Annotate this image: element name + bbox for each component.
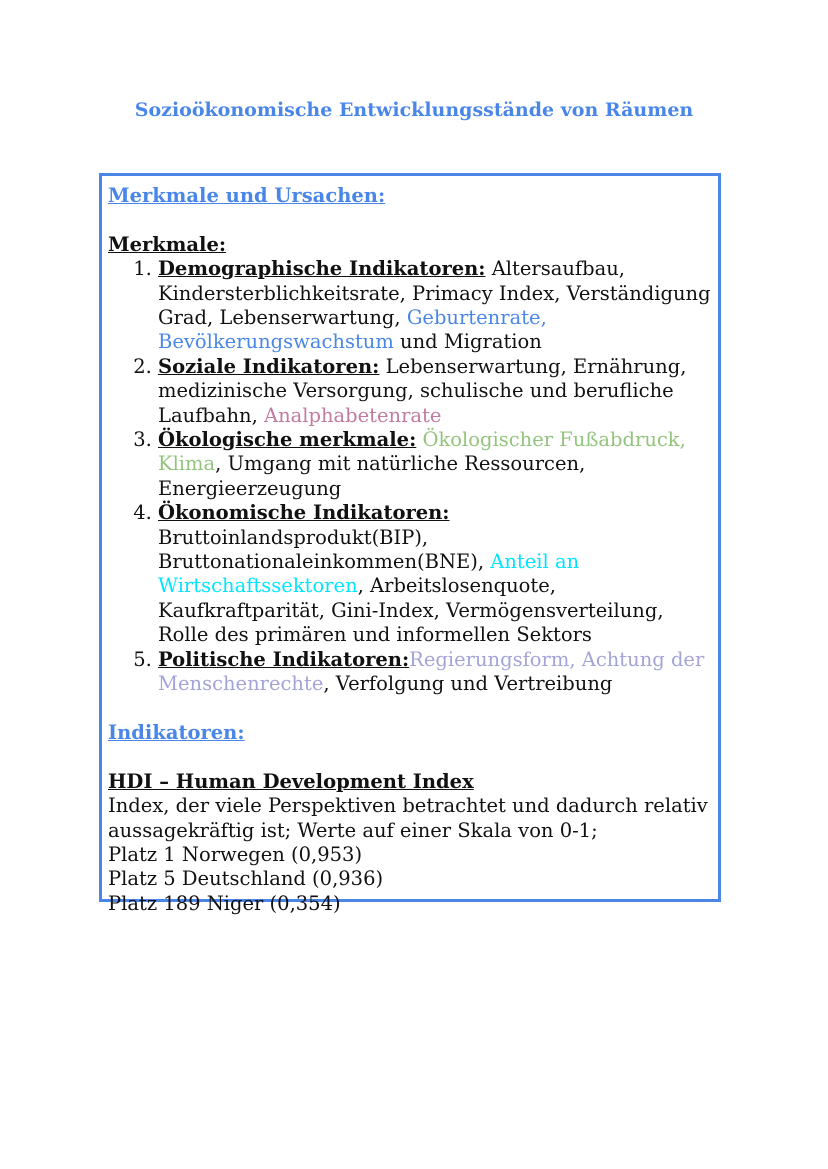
ranking-line: Platz 189 Niger (0,354) [108, 891, 341, 915]
item-text: Bruttoinlandsprodukt(BIP), Bruttonationaleinkommen(BNE), [158, 525, 491, 574]
list-item-oekologisch [158, 428, 712, 501]
item-text: , Umgang mit natürliche Ressourcen, Energieerzeugung [158, 452, 586, 500]
item-text: Lebenserwartung, Ernährung, medizinische Versorgung, schulische und berufliche Laufbahn, [158, 354, 687, 427]
item-head: Demographische Indikatoren: [158, 257, 486, 281]
list-item-oekonomisch [158, 501, 712, 647]
list-item-demographisch [158, 257, 712, 355]
hdi-description: Index, der viele Perspektiven betrachtet und dadurch relativ aussagekräftig ist; Werte auf einer Skala von 0-1; [108, 794, 708, 842]
list-item-politisch [158, 648, 712, 697]
item-head: Ökonomische Indikatoren: [158, 501, 450, 525]
page-title: Sozioökonomische Entwicklungsstände von Räumen [134, 99, 694, 121]
hdi-title: HDI – Human Development Index [108, 769, 474, 793]
item-head: Politische Indikatoren: [158, 647, 410, 671]
item-head: Ökologische merkmale: [158, 428, 417, 452]
item-text: und Migration [393, 330, 542, 354]
item-highlight: Anteil an Wirtschaftssektoren [158, 550, 580, 598]
item-highlight: Ökologischer Fußabdruck, Klima [158, 428, 686, 476]
list-item-sozial [158, 355, 712, 428]
item-text: , Arbeitslosenquote, Kaufkraftparität, Gini-Index, Vermögensverteilung, Rolle des primären und informellen Sektors [158, 574, 664, 647]
subheading-merkmale: Merkmale: [108, 232, 227, 256]
item-text: , Verfolgung und Vertreibung [323, 672, 613, 696]
ranking-line: Platz 5 Deutschland (0,936) [108, 867, 384, 891]
ranking-line: Platz 1 Norwegen (0,953) [108, 842, 363, 866]
item-highlight: Analphabetenrate [263, 403, 442, 427]
merkmale-list [108, 257, 712, 696]
item-highlight: Geburtenrate, Bevölkerungswachstum [158, 306, 547, 354]
section-heading-merkmale-ursachen: Merkmale und Ursachen: [108, 184, 386, 207]
item-highlight: Regierungsform, Achtung der Menschenrechte [158, 647, 705, 696]
item-head: Soziale Indikatoren: [158, 354, 380, 378]
section-heading-indikatoren: Indikatoren: [108, 720, 245, 744]
content-box [99, 173, 721, 915]
item-text: Altersaufbau, Kindersterblichkeitsrate, Primacy Index, Verständigung Grad, Lebenserwartung, [158, 257, 711, 330]
